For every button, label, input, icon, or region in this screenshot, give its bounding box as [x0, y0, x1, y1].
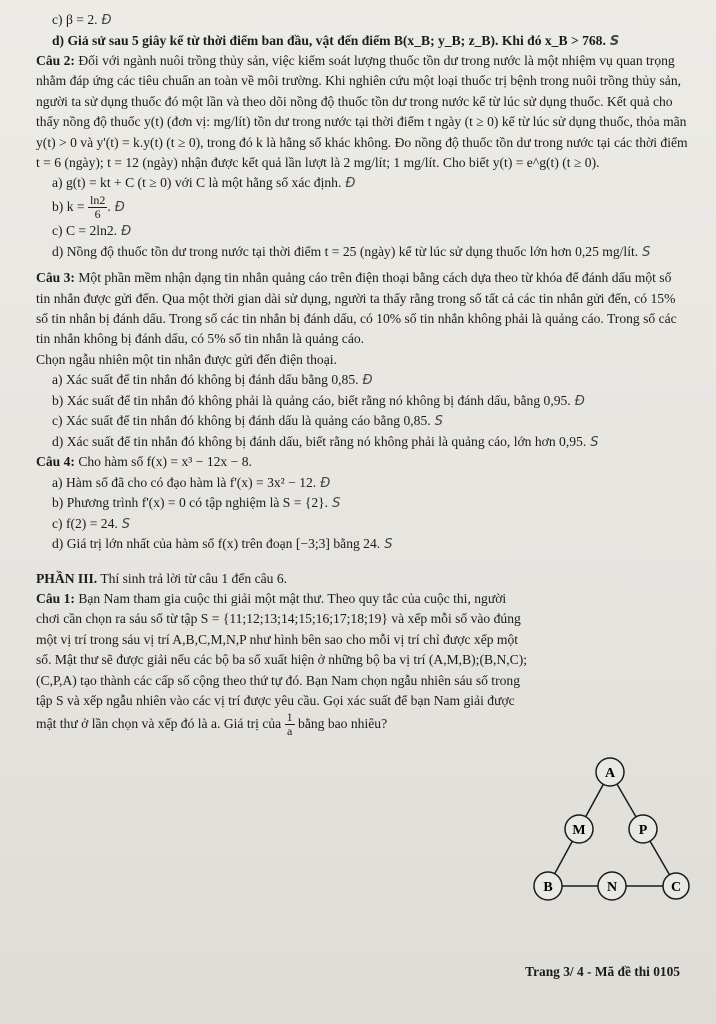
q2d-line: d) Nồng độ thuốc tồn dư trong nước tại thời điểm t = 25 (ngày) kể từ lúc sử dụng thuốc lớn hơn 0,25 mg/lít. S: [52, 243, 651, 260]
node-n: [598, 872, 626, 900]
answer-mark: S: [590, 434, 599, 450]
q2b-line: b) k = $\frac{\ln 2}{6}$ . Đ: [52, 192, 125, 222]
q3c-line: c) Xác suất để tin nhắn đó không bị đánh dấu là quảng cáo bằng 0,85. S: [52, 413, 443, 430]
svg-text:A: A: [604, 766, 616, 781]
answer-mark: S: [642, 244, 651, 260]
answer-mark: Đ: [320, 475, 331, 491]
q3-stem: Câu 3: Một phần mềm nhận dạng tin nhắn quảng cáo trên điện thoại bằng cách dựa theo từ khóa để đánh dấu một số tin nhắn được gửi đến. Qua một thời gian dài sử dụng, người ta thấy rằng trong số tất cả các tin nhắn gửi đến, có 15% số tin nhắn bị đánh dấu. Trong số các tin nhắn bị đánh dấu, có 10% số tin nhắn không phải là quảng cáo. Trong số các tin nhắn không bị đánh dấu, có 5% số tin nhắn là quảng cáo.: [36, 270, 677, 347]
q2a-line: a) g(t) = kt + C (t ≥ 0) với C là một hằng số xác định. Đ: [52, 175, 356, 192]
node-m: [565, 815, 593, 843]
svg-text:B: B: [543, 880, 553, 895]
q2c-line: c) C = 2ln2. Đ: [52, 223, 132, 240]
q3b-line: b) Xác suất để tin nhắn đó không phải là quảng cáo, biết rằng nó không bị đánh dấu, bằng 0,95. Đ: [52, 392, 585, 409]
answer-mark: Đ: [101, 13, 112, 28]
node-c: [663, 873, 689, 899]
node-a: [596, 758, 624, 786]
svg-text:M: M: [572, 823, 586, 838]
q4a-line: a) Hàm số đã cho có đạo hàm là f'(x) = 3x² − 12. Đ: [52, 474, 331, 491]
svg-text:P: P: [638, 823, 648, 838]
svg-text:N: N: [606, 880, 618, 895]
q1c-line: c) β = 2. Đ: [52, 12, 112, 28]
q4b-line: b) Phương trình f'(x) = 0 có tập nghiệm là S = {2}. S: [52, 495, 341, 512]
part3-q1: Câu 1: Bạn Nam tham gia cuộc thi giải một mật thư. Theo quy tắc của cuộc thi, người chơi cần chọn ra sáu số từ tập S = {11;12;13;14;15;16;17;18;19} và xếp mỗi số vào đúng một vị trí trong sáu vị trí A,B,C,M,N,P như hình bên sao cho mỗi vị trí chỉ được xếp một số. Mật thư sẽ được giải nếu các bộ ba số xuất hiện ở những bộ ba vị trí (A,M,B);(B,N,C);(C,P,A) tạo thành các cấp số cộng theo thứ tự đó. Bạn Nam chọn ngẫu nhiên sáu số trong tập S và xếp ngẫu nhiên vào các vị trí được yêu cầu. Gọi xác suất để bạn Nam giải được mật thư ở lần chọn và xếp đó là a. Giá trị của $\frac{1}{a}$ bằng bao nhiêu?: [36, 590, 528, 739]
q4d-line: d) Giá trị lớn nhất của hàm số f(x) trên đoạn [−3;3] bằng 24. S: [52, 536, 393, 553]
page-footer: Trang 3/ 4 - Mã đề thi 0105: [525, 964, 680, 979]
answer-mark: Đ: [345, 176, 356, 192]
answer-mark: Đ: [121, 224, 132, 240]
answer-mark: Đ: [362, 373, 373, 389]
triangle-diagram: [530, 756, 690, 906]
part-three-heading: PHẦN III. Thí sinh trả lời từ câu 1 đến câu 6.: [36, 570, 288, 586]
q2-stem: Câu 2: Đối với ngành nuôi trồng thủy sản, việc kiểm soát lượng thuốc tồn dư trong nước là một nhiệm vụ quan trọng nhằm đáp ứng các tiêu chuẩn an toàn về môi trường. Khi nghiên cứu một loại thuốc trị bệnh trong nuôi trồng thủy sản, người ta sử dụng thuốc đó một lần và theo dõi nồng độ thuốc tồn dư trong nước kể từ lúc sử dụng thuốc. Kết quả cho thấy nồng độ thuốc y(t) (đơn vị: mg/lít) tồn dư trong nước tại thời điểm t ngày (t ≥ 0) kể từ lúc sử dụng thuốc, thỏa mãn y(t) > 0 và y'(t) = k.y(t) (t ≥ 0), trong đó k là hằng số khác không. Đo nồng độ thuốc tồn dư trong nước tại các thời điểm t = 6 (ngày); t = 12 (ngày) nhận được kết quả lần lượt là 2 mg/lít; 1 mg/lít. Cho biết y(t) = e^g(t) (t ≥ 0).: [36, 53, 688, 170]
q4-stem: Câu 4: Cho hàm số f(x) = x³ − 12x − 8.: [36, 454, 252, 470]
answer-mark: S: [609, 33, 620, 49]
node-p: [629, 815, 657, 843]
answer-mark: Đ: [574, 393, 585, 409]
q3a-line: a) Xác suất để tin nhắn đó không bị đánh dấu bằng 0,85. Đ: [52, 372, 373, 389]
answer-mark: S: [384, 537, 393, 553]
svg-text:C: C: [670, 880, 682, 895]
q4c-line: c) f(2) = 24. S: [52, 515, 131, 532]
answer-mark: S: [434, 414, 443, 430]
answer-mark: Đ: [114, 199, 125, 215]
answer-mark: S: [121, 516, 131, 532]
answer-mark: S: [332, 496, 341, 512]
q3-prompt: Chọn ngẫu nhiên một tin nhắn được gửi đến điện thoại.: [36, 351, 337, 367]
fraction: $\frac{1}{a}$: [286, 710, 293, 739]
q3d-line: d) Xác suất để tin nhắn đó không bị đánh dấu, biết rằng nó không phải là quảng cáo, lớn hơn 0,95. S: [52, 433, 599, 450]
node-b: [534, 872, 562, 900]
fraction: $\frac{\ln 2}{6}$: [89, 192, 106, 222]
q1d-line: d) Giả sử sau 5 giây kể từ thời điểm ban đầu, vật đến điểm B(x_B; y_B; z_B). Khi đó x_B > 768. S: [52, 32, 620, 49]
